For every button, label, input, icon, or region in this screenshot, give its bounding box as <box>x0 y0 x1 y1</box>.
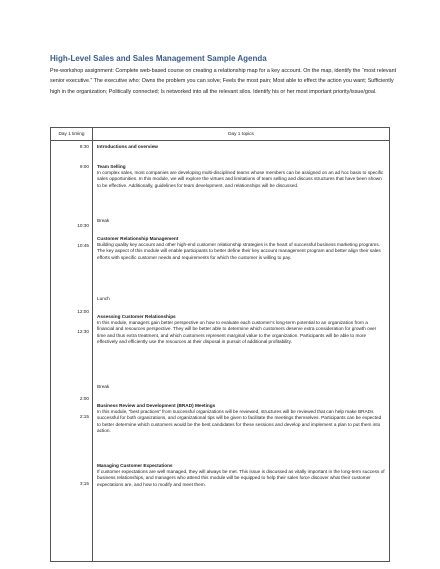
session-heading: Business Review and Development (BRAD) Meetings <box>97 403 216 408</box>
session-description: In complex sales, most companies are developing multi-disciplined teams whose members can be assigned on an ad hoc basis to specific sales opportunities. In this module, we will explore the virtues and limitations of team selling and discuss structures that have been shown to be effective. Additionally, guidelines for team development, and relationships will be discussed. <box>97 170 384 188</box>
break-2 <box>97 384 386 390</box>
time-1030: 10:30 <box>77 223 89 228</box>
agenda-table <box>50 127 390 562</box>
time-1230: 12:30 <box>77 329 89 334</box>
lunch-label: Lunch <box>97 296 110 301</box>
session-heading: Customer Relationship Management <box>97 236 179 241</box>
session-heading: Assessing Customer Relationships <box>97 314 176 319</box>
time-0315: 3:15 <box>79 481 89 486</box>
session-assessing-relationships <box>97 314 386 345</box>
session-introductions <box>97 144 386 150</box>
session-crm <box>97 236 386 261</box>
time-0215: 2:15 <box>79 414 89 419</box>
session-description: In this module, managers gain better perspective on how to evaluate each customer’s long-term potential to an organization from a financial and resources perspective. They will be better able to determine which customers deserve extra consideration for growth over time and thus extra treatment, and which customers represent marginal value to the organization. Participants will be able to more effectively and efficiently use the resources at their disposal in pursuit of additional profitability. <box>97 320 377 344</box>
timing-column <box>51 141 93 562</box>
header-topics: Day 1 topics <box>93 128 390 141</box>
topics-column <box>93 141 390 562</box>
time-0900: 9:00 <box>79 164 89 169</box>
time-0200: 2:00 <box>79 396 89 401</box>
session-heading: Team Selling <box>97 164 126 169</box>
session-description: In this module, “best practices” from successful organizations will be reviewed, structures will be reviewed that can help make BRADs successful for both organizations, and organizational tips will be given to facilitate the meetings themselves. Participants can be expected to better determine which customers would be the best candidates for these sessions and develop and implement a plan to put them into action. <box>97 409 382 433</box>
time-0830: 8:30 <box>79 144 89 149</box>
session-description: If customer expectations are well managed, they will always be met. This issue is discussed as vitally important in the long-term success of business relationships, and managers who attend this module will be equipped to help their sales force discover what their customer expectations are, and how to modify and meet them. <box>97 469 385 487</box>
page-title: High-Level Sales and Sales Management Sample Agenda <box>50 54 267 63</box>
session-heading: Managing Customer Expectations <box>97 463 173 468</box>
agenda-body-row <box>51 141 390 562</box>
session-customer-expectations <box>97 463 386 488</box>
break-label: Break <box>97 384 110 389</box>
session-team-selling <box>97 164 386 189</box>
session-description: Building quality key account and other high-end customer relationship strategies is the heart of successful business marketing programs. The key aspect of this module will enable participants to better define their key account management program and better align their sales efforts with specific customer needs and requirements for which the customer is willing to pay. <box>97 242 381 260</box>
break-1 <box>97 218 386 224</box>
header-timing: Day 1 timing <box>51 128 93 141</box>
session-brad-meetings <box>97 403 386 434</box>
pre-workshop-paragraph: Pre-workshop assignment: Complete web-based course on creating a relationship map for a key account. On the map, identify the “most relevant senior executive.” The executive who: Owns the problem you can solve; Feels the most pain; Most able to effect the action you want; Sufficiently high in the organization; Politically connected; Is networked into all the relevant silos. Identify his or her most important priority/issue/goal. <box>50 68 397 95</box>
session-heading: Introductions and overview <box>97 144 158 149</box>
agenda-header-row <box>51 128 390 141</box>
break-label: Break <box>97 218 110 223</box>
lunch <box>97 296 386 302</box>
time-1045: 10:45 <box>77 243 89 248</box>
time-1200: 12:00 <box>77 309 89 314</box>
